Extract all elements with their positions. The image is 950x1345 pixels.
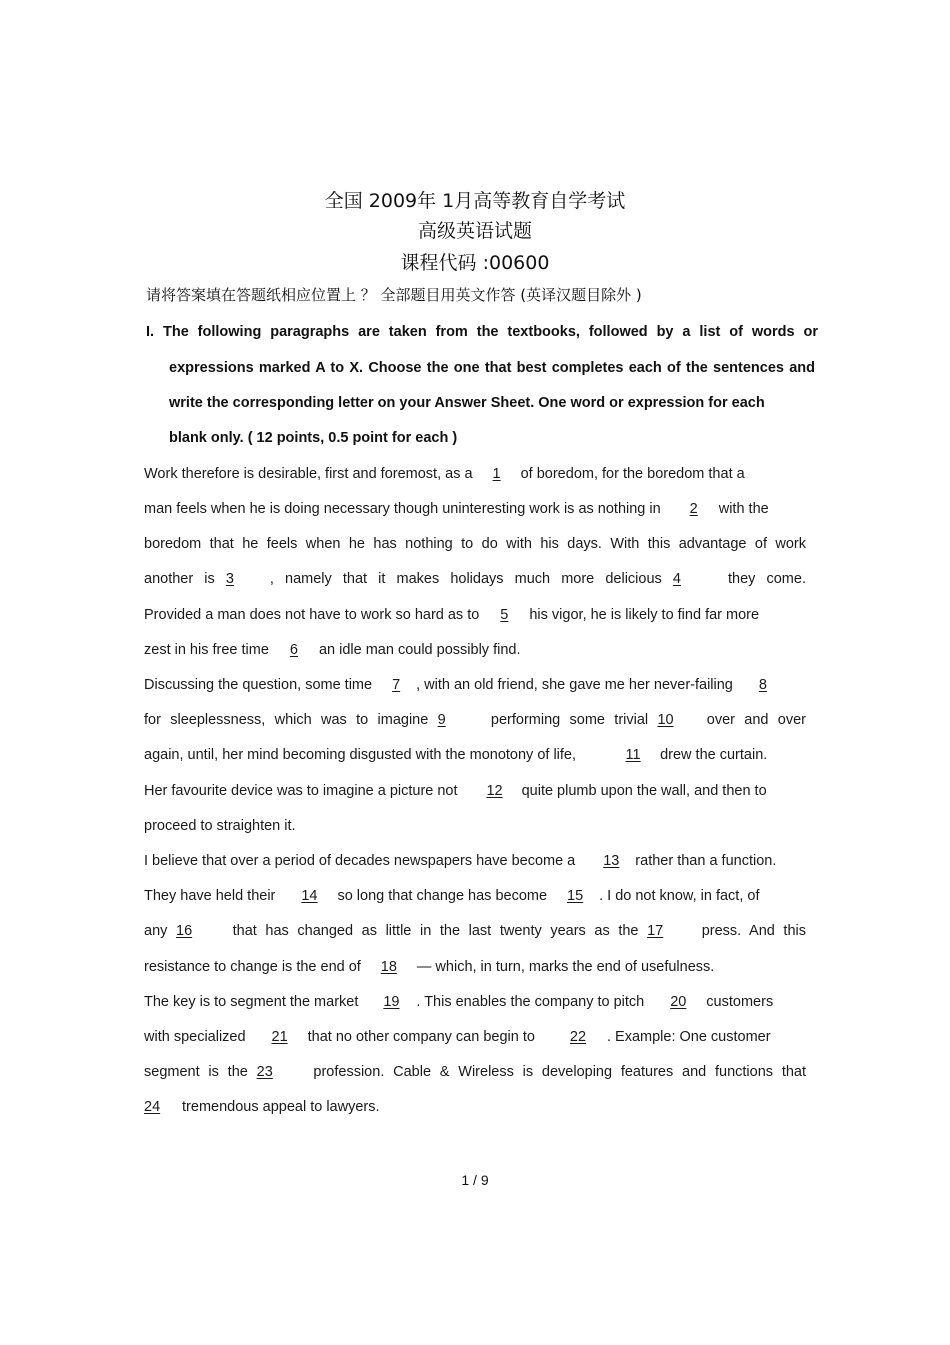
passage-line: The key is to segment the market 19 . This enables the company to pitch 20 customers — [144, 994, 774, 1010]
passage-line: I believe that over a period of decades newspapers have become a 13 rather than a function. — [144, 853, 777, 869]
blank-1: 1 — [492, 466, 501, 482]
passage-line: with specialized 21 that no other company can begin to 22 . Example: One customer — [144, 1029, 771, 1045]
blank-14: 14 — [301, 888, 318, 904]
passage-line: zest in his free time 6 an idle man could possibly find. — [144, 642, 521, 658]
blank-9: 9 — [437, 712, 446, 728]
course-code: 课程代码 :00600 — [400, 252, 550, 274]
blank-11: 11 — [625, 747, 641, 763]
passage-line: any 16 that has changed as little in the last twenty years as the 17 press. And this — [144, 923, 806, 939]
blank-15: 15 — [567, 888, 584, 904]
passage-line: Her favourite device was to imagine a picture not 12 quite plumb upon the wall, and then to — [144, 783, 767, 799]
blank-20: 20 — [670, 994, 687, 1010]
passage-line: Provided a man does not have to work so hard as to 5 his vigor, he is likely to find far more — [144, 607, 760, 623]
answer-note: 请将答案填在答题纸相应位置上 ？ 全部题目用英文作答 (英译汉题目除外 ) — [146, 286, 642, 304]
subject-title: 高级英语试题 — [417, 220, 532, 242]
passage-line: for sleeplessness, which was to imagine 9 performing some trivial 10 over and over — [144, 712, 806, 728]
instruction-line: write the corresponding letter on your Answer Sheet. One word or expression for each — [169, 395, 765, 411]
blank-12: 12 — [486, 783, 503, 799]
passage-line: proceed to straighten it. — [144, 818, 296, 834]
blank-3: 3 — [225, 571, 234, 587]
instruction-line: blank only. ( 12 points, 0.5 point for each ) — [169, 430, 458, 446]
blank-23: 23 — [256, 1064, 273, 1080]
passage-line: segment is the 23 profession. Cable & Wireless is developing features and functions that — [144, 1064, 807, 1080]
passage-line: resistance to change is the end of 18 — which, in turn, marks the end of usefulness. — [144, 959, 715, 975]
passage-line: boredom that he feels when he has nothing to do with his days. With this advantage of work — [144, 536, 806, 552]
passage-line: They have held their 14 so long that change has become 15 . I do not know, in fact, of — [144, 888, 760, 904]
blank-10: 10 — [657, 712, 674, 728]
blank-6: 6 — [289, 642, 298, 658]
exam-title: 全国 2009年 1月高等教育自学考试 — [324, 190, 626, 212]
blank-13: 13 — [603, 853, 620, 869]
passage-line: 24 tremendous appeal to lawyers. — [144, 1099, 380, 1115]
instruction-line: expressions marked A to X. Choose the one that best completes each of the sentences and — [169, 360, 815, 376]
blank-18: 18 — [380, 959, 397, 975]
instruction-line: I. The following paragraphs are taken from the textbooks, followed by a list of words or — [146, 324, 818, 340]
blank-4: 4 — [672, 571, 681, 587]
passage-line: another is 3 , namely that it makes holidays much more delicious 4 they come. — [144, 571, 806, 587]
blank-21: 21 — [271, 1029, 288, 1045]
blank-17: 17 — [647, 923, 664, 939]
blank-16: 16 — [176, 923, 193, 939]
blank-7: 7 — [392, 677, 401, 693]
page-number: 1 / 9 — [461, 1172, 489, 1188]
blank-19: 19 — [383, 994, 400, 1010]
passage-line: Discussing the question, some time 7 , with an old friend, she gave me her never-failing 8 — [144, 677, 777, 693]
blank-2: 2 — [689, 501, 698, 517]
passage-line: man feels when he is doing necessary though uninteresting work is as nothing in 2 with the — [144, 501, 769, 517]
passage-line: Work therefore is desirable, first and foremost, as a 1 of boredom, for the boredom that a — [144, 466, 745, 482]
passage-line: again, until, her mind becoming disgusted with the monotony of life, 11 drew the curtain. — [144, 747, 768, 763]
blank-22: 22 — [569, 1029, 587, 1045]
blank-8: 8 — [758, 677, 767, 693]
blank-24: 24 — [144, 1099, 161, 1115]
blank-5: 5 — [500, 607, 509, 623]
